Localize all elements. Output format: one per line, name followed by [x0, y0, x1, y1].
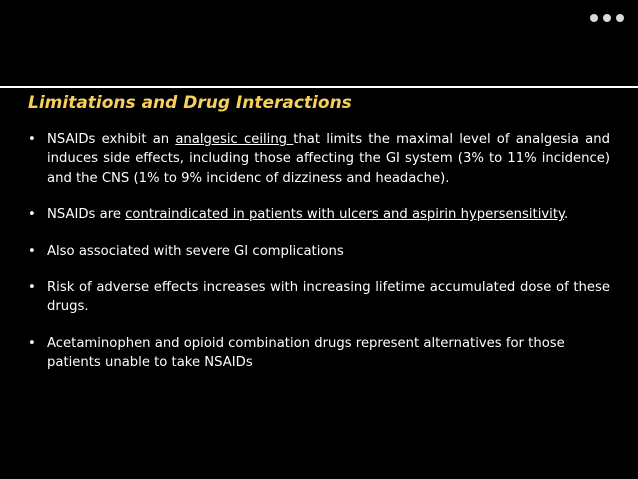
decorative-dots — [590, 14, 624, 22]
underlined-term: analgesic ceiling — [175, 132, 294, 147]
bullet-icon: • — [28, 280, 36, 296]
bullet-icon: • — [28, 243, 36, 259]
bullet-text: that limits the maximal level of analgesia and induces side effects, including those affecting the GI system (3% to 11% incidence) and the CNS (1% to 9% incidenc of dizziness and headache). — [47, 132, 610, 186]
slide-title: Limitations and Drug Interactions — [28, 93, 352, 113]
bullet-icon: • — [28, 132, 36, 147]
dot-icon — [590, 14, 598, 22]
bullet-text: Risk of adverse effects increases with increasing lifetime accumulated dose of these drugs. — [47, 280, 610, 315]
bullet-item-adverse-effects — [28, 278, 610, 317]
bullet-text: Acetaminophen and opioid combination drugs represent alternatives for those patients unable to take NSAIDs — [47, 335, 565, 371]
bullet-text: . — [563, 207, 569, 223]
bullet-item-alternatives — [28, 334, 610, 373]
bullet-item-contraindicated — [28, 205, 610, 224]
dot-icon — [603, 14, 611, 22]
bullet-item-analgesic-ceiling — [28, 130, 610, 188]
bullet-text: NSAIDs exhibit an — [47, 132, 176, 147]
dot-icon — [616, 14, 624, 22]
bullet-text: NSAIDs are — [47, 207, 126, 223]
bullet-icon: • — [28, 335, 36, 351]
underlined-term: contraindicated in patients with ulcers and aspirin hypersensitivity — [125, 207, 564, 223]
bullet-item-gi-complications — [28, 242, 610, 261]
bullet-list — [28, 130, 610, 390]
bullet-icon: • — [28, 207, 36, 223]
title-divider — [0, 86, 638, 88]
bullet-text: Also associated with severe GI complications — [47, 243, 344, 259]
